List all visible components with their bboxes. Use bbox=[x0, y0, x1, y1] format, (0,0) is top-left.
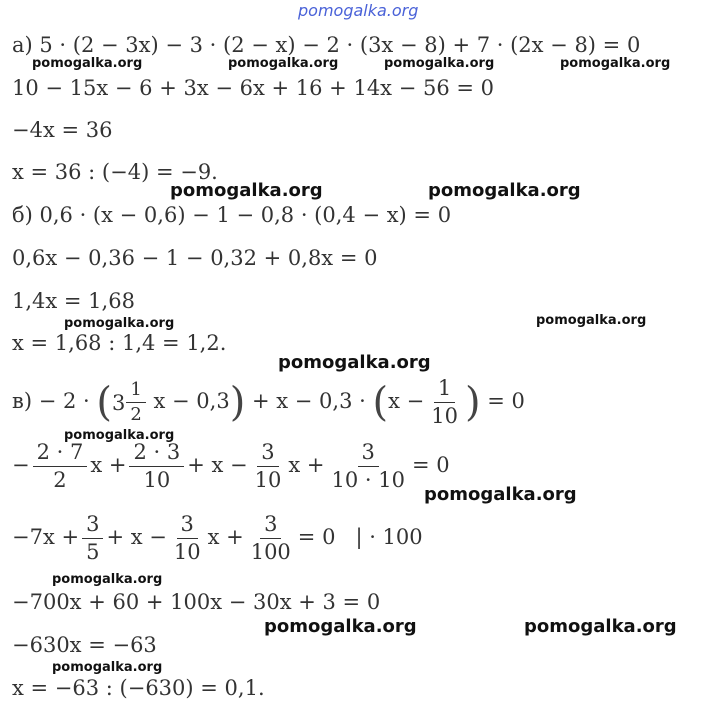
expr-part: + x − bbox=[106, 525, 167, 549]
part-c-tail: = 0 bbox=[487, 389, 525, 413]
right-paren: ) bbox=[229, 379, 246, 426]
expr-part: x + bbox=[288, 453, 325, 477]
mixed-fraction bbox=[126, 381, 145, 424]
mixed-number bbox=[112, 378, 147, 428]
part-c-label: в) − 2 · bbox=[12, 389, 90, 413]
watermark: pomogalka.org bbox=[52, 572, 163, 587]
fraction bbox=[33, 442, 88, 491]
fraction-denominator: 10 bbox=[173, 540, 201, 564]
watermark: pomogalka.org bbox=[64, 428, 175, 443]
part-c-line-2 bbox=[12, 440, 450, 491]
watermark: pomogalka.org bbox=[524, 616, 677, 637]
part-a-line-3: −4x = 36 bbox=[12, 118, 113, 142]
fraction-numerator: 3 bbox=[260, 514, 281, 539]
part-a-line-2: 10 − 15x − 6 + 3x − 6x + 16 + 14x − 56 = 0 bbox=[12, 76, 494, 100]
part-c-line-3 bbox=[12, 512, 423, 563]
fraction-numerator: 1 bbox=[434, 378, 455, 403]
watermark: pomogalka.org bbox=[424, 484, 577, 505]
expr-tail: = 0 bbox=[411, 453, 450, 477]
part-c-line-4: −700x + 60 + 100x − 30x + 3 = 0 bbox=[12, 590, 381, 614]
fraction-numerator: 1 bbox=[126, 381, 145, 403]
watermark: pomogalka.org bbox=[170, 180, 323, 201]
part-c-expr-2: + x − 0,3 · bbox=[251, 389, 366, 413]
watermark: pomogalka.org bbox=[52, 660, 163, 675]
fraction bbox=[129, 442, 184, 491]
part-c-line-5: −630x = −63 bbox=[12, 633, 157, 657]
fraction-denominator: 10 bbox=[254, 468, 282, 492]
part-c-line-1 bbox=[12, 376, 525, 428]
expr-part: x + bbox=[90, 453, 127, 477]
fraction-numerator: 3 bbox=[257, 442, 278, 467]
fraction-numerator: 2 · 3 bbox=[129, 442, 184, 467]
watermark: pomogalka.org bbox=[428, 180, 581, 201]
part-a-line-4: x = 36 : (−4) = −9. bbox=[12, 160, 218, 184]
fraction bbox=[327, 442, 408, 491]
fraction-denominator: 10 bbox=[143, 468, 171, 492]
watermark: pomogalka.org bbox=[32, 56, 143, 71]
watermark-top: pomogalka.org bbox=[298, 1, 419, 20]
fraction-denominator: 10 bbox=[431, 404, 458, 428]
fraction-denominator: 10 · 10 bbox=[331, 468, 405, 492]
watermark: pomogalka.org bbox=[264, 616, 417, 637]
fraction-denominator: 5 bbox=[86, 540, 100, 564]
watermark: pomogalka.org bbox=[384, 56, 495, 71]
part-c-inner: x − bbox=[388, 389, 425, 413]
fraction-numerator: 3 bbox=[82, 514, 103, 539]
watermark: pomogalka.org bbox=[278, 352, 431, 373]
fraction bbox=[170, 514, 205, 563]
fraction-denominator: 2 bbox=[53, 468, 67, 492]
fraction-1-10 bbox=[427, 378, 462, 427]
watermark: pomogalka.org bbox=[560, 56, 671, 71]
fraction bbox=[247, 514, 295, 563]
left-paren: ( bbox=[96, 379, 112, 426]
left-paren-2: ( bbox=[372, 379, 389, 426]
watermark: pomogalka.org bbox=[64, 316, 175, 331]
fraction-denominator: 2 bbox=[130, 404, 142, 425]
expr-part: + x − bbox=[187, 453, 248, 477]
fraction bbox=[82, 514, 103, 563]
fraction-numerator: 3 bbox=[358, 442, 379, 467]
expr-tail: = 0 | · 100 bbox=[297, 525, 423, 549]
fraction-denominator: 100 bbox=[250, 540, 291, 564]
part-b-line-4: x = 1,68 : 1,4 = 1,2. bbox=[12, 331, 227, 355]
watermark: pomogalka.org bbox=[228, 56, 339, 71]
part-c-expr-1: x − 0,3 bbox=[153, 389, 230, 413]
fraction bbox=[251, 442, 286, 491]
minus-sign: − bbox=[12, 453, 30, 477]
part-a-line-1: а) 5 · (2 − 3x) − 3 · (2 − x) − 2 · (3x − 8) + 7 · (2x − 8) = 0 bbox=[12, 33, 641, 57]
fraction-numerator: 3 bbox=[177, 514, 198, 539]
part-b-line-3: 1,4x = 1,68 bbox=[12, 289, 135, 313]
part-b-line-1: б) 0,6 · (x − 0,6) − 1 − 0,8 · (0,4 − x) = 0 bbox=[12, 203, 452, 227]
watermark: pomogalka.org bbox=[536, 313, 647, 328]
part-b-line-2: 0,6x − 0,36 − 1 − 0,32 + 0,8x = 0 bbox=[12, 246, 378, 270]
expr-part: −7x + bbox=[12, 525, 80, 549]
expr-part: x + bbox=[207, 525, 244, 549]
part-c-line-6: x = −63 : (−630) = 0,1. bbox=[12, 676, 265, 700]
mixed-whole: 3 bbox=[111, 390, 126, 415]
fraction-numerator: 2 · 7 bbox=[33, 442, 88, 467]
right-paren-2: ) bbox=[464, 379, 481, 426]
